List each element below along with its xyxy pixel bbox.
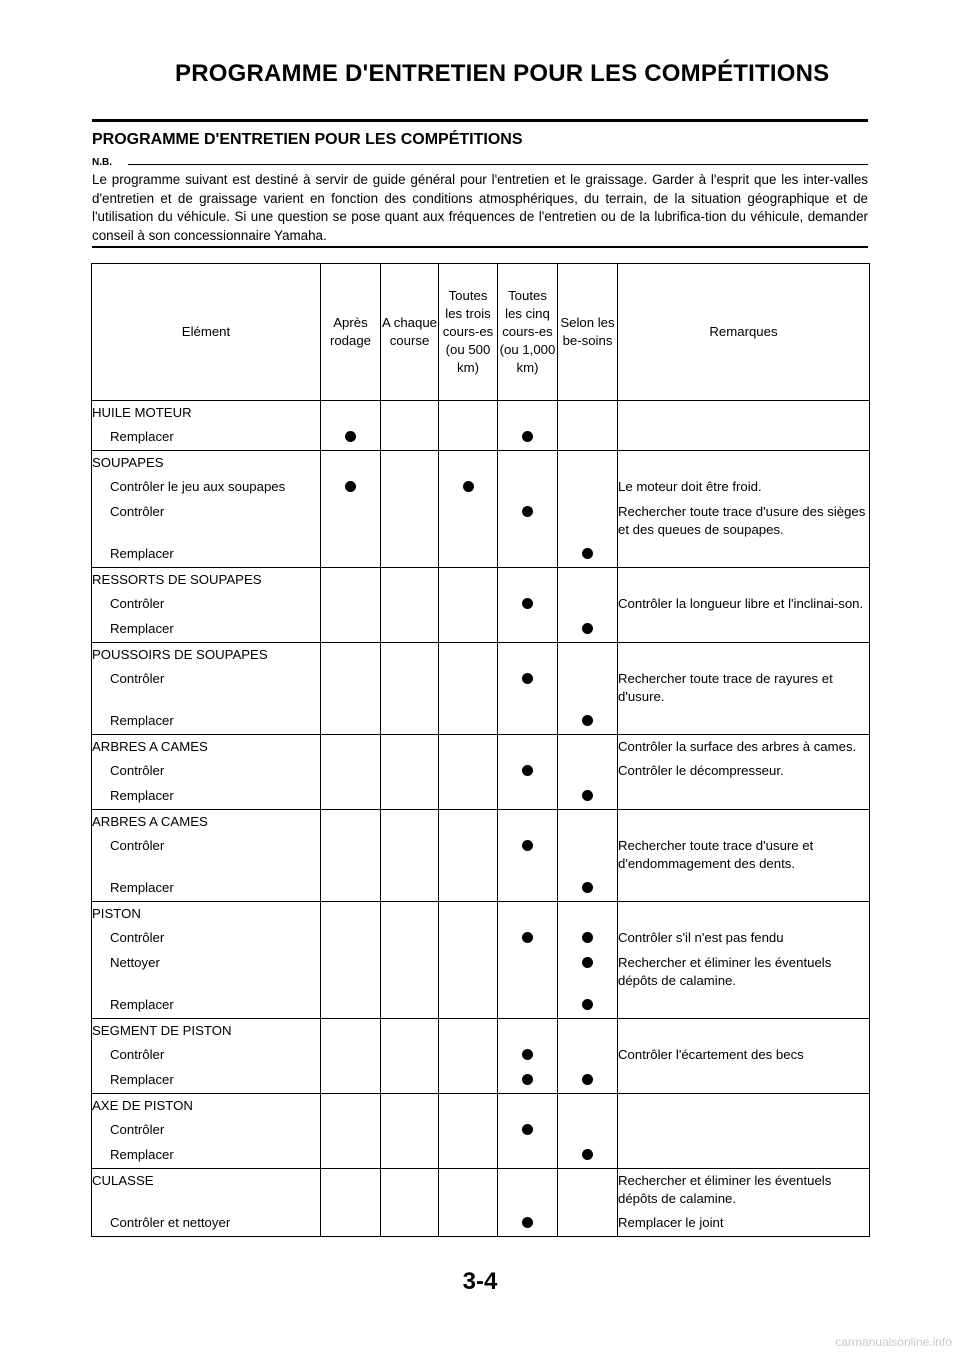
empty-cell (381, 735, 439, 760)
mark-trois-courses (439, 709, 498, 735)
table-group-row (92, 735, 870, 760)
empty-cell (381, 810, 439, 835)
row-remark: Remplacer le joint (618, 1211, 870, 1237)
bullet-icon (582, 999, 593, 1010)
mark-cinq-courses (498, 993, 558, 1019)
bullet-icon (522, 932, 533, 943)
mark-selon-besoins (558, 993, 618, 1019)
mark-selon-besoins (558, 926, 618, 951)
table-row (92, 993, 870, 1019)
table-row (92, 617, 870, 643)
empty-cell (558, 1019, 618, 1044)
table-group-row (92, 1019, 870, 1044)
mark-selon-besoins (558, 759, 618, 784)
mark-apres-rodage (321, 993, 381, 1019)
empty-cell (439, 810, 498, 835)
mark-apres-rodage (321, 425, 381, 451)
section-title: PROGRAMME D'ENTRETIEN POUR LES COMPÉTITIONS (92, 131, 523, 148)
nb-rule (128, 164, 868, 165)
bullet-icon (522, 1049, 533, 1060)
empty-cell (381, 401, 439, 426)
empty-cell (558, 401, 618, 426)
row-remark: Contrôler la longueur libre et l'inclinai-son. (618, 592, 870, 617)
group-name: PISTON (92, 902, 321, 927)
page-title: PROGRAMME D'ENTRETIEN POUR LES COMPÉTITIONS (175, 60, 830, 87)
mark-chaque-course (381, 784, 439, 810)
mark-trois-courses (439, 1211, 498, 1237)
header-trois-courses: Toutes les trois cours-es (ou 500 km) (439, 264, 498, 401)
table-group-row (92, 1169, 870, 1212)
mark-trois-courses (439, 667, 498, 709)
empty-cell (321, 1094, 381, 1119)
row-label: Remplacer (92, 617, 321, 643)
row-remark: Contrôler s'il n'est pas fendu (618, 926, 870, 951)
bullet-icon (582, 1074, 593, 1085)
mark-selon-besoins (558, 592, 618, 617)
row-label: Contrôler le jeu aux soupapes (92, 475, 321, 500)
watermark: carmanualsonline.info (835, 1335, 952, 1349)
empty-cell (498, 1019, 558, 1044)
row-label: Contrôler et nettoyer (92, 1211, 321, 1237)
row-remark (618, 542, 870, 568)
table-row (92, 500, 870, 542)
nb-label: N.B. (92, 157, 112, 168)
group-remark (618, 568, 870, 593)
table-row (92, 1143, 870, 1169)
mark-cinq-courses (498, 1068, 558, 1094)
group-name: SOUPAPES (92, 451, 321, 476)
row-label: Remplacer (92, 709, 321, 735)
mark-cinq-courses (498, 500, 558, 542)
mark-selon-besoins (558, 542, 618, 568)
empty-cell (498, 643, 558, 668)
mark-selon-besoins (558, 667, 618, 709)
mark-selon-besoins (558, 1211, 618, 1237)
empty-cell (321, 810, 381, 835)
mark-cinq-courses (498, 592, 558, 617)
page-number: 3-4 (462, 1268, 498, 1295)
mark-apres-rodage (321, 475, 381, 500)
table-row (92, 834, 870, 876)
mark-selon-besoins (558, 951, 618, 993)
row-label: Contrôler (92, 500, 321, 542)
mark-trois-courses (439, 784, 498, 810)
mark-cinq-courses (498, 1043, 558, 1068)
table-row (92, 1118, 870, 1143)
empty-cell (321, 902, 381, 927)
empty-cell (321, 643, 381, 668)
bullet-icon (522, 598, 533, 609)
mark-trois-courses (439, 1043, 498, 1068)
mark-cinq-courses (498, 1143, 558, 1169)
empty-cell (558, 735, 618, 760)
mark-chaque-course (381, 667, 439, 709)
row-label: Contrôler (92, 926, 321, 951)
table-row (92, 926, 870, 951)
mark-apres-rodage (321, 876, 381, 902)
row-label: Remplacer (92, 993, 321, 1019)
empty-cell (381, 451, 439, 476)
mark-trois-courses (439, 1118, 498, 1143)
row-remark: Le moteur doit être froid. (618, 475, 870, 500)
empty-cell (321, 1169, 381, 1212)
row-remark (618, 709, 870, 735)
empty-cell (498, 810, 558, 835)
row-label: Remplacer (92, 1143, 321, 1169)
row-label: Remplacer (92, 784, 321, 810)
bullet-icon (582, 790, 593, 801)
mark-trois-courses (439, 993, 498, 1019)
mark-trois-courses (439, 926, 498, 951)
row-label: Contrôler (92, 1043, 321, 1068)
empty-cell (558, 1094, 618, 1119)
mark-trois-courses (439, 500, 498, 542)
mark-selon-besoins (558, 475, 618, 500)
mark-apres-rodage (321, 926, 381, 951)
group-name: AXE DE PISTON (92, 1094, 321, 1119)
mark-chaque-course (381, 709, 439, 735)
mark-cinq-courses (498, 667, 558, 709)
row-label: Remplacer (92, 425, 321, 451)
maintenance-table (91, 263, 870, 1237)
empty-cell (439, 451, 498, 476)
group-remark (618, 810, 870, 835)
header-rule (92, 119, 868, 122)
table-group-row (92, 810, 870, 835)
table-row (92, 1068, 870, 1094)
mark-trois-courses (439, 876, 498, 902)
table-body (92, 401, 870, 1237)
header-apres-rodage: Après rodage (321, 264, 381, 401)
table-row (92, 876, 870, 902)
mark-apres-rodage (321, 1118, 381, 1143)
nb-bottom-rule (92, 246, 868, 248)
row-label: Nettoyer (92, 951, 321, 993)
empty-cell (439, 643, 498, 668)
mark-chaque-course (381, 542, 439, 568)
mark-selon-besoins (558, 1043, 618, 1068)
row-remark (618, 425, 870, 451)
group-name: HUILE MOTEUR (92, 401, 321, 426)
mark-cinq-courses (498, 951, 558, 993)
mark-trois-courses (439, 834, 498, 876)
empty-cell (439, 568, 498, 593)
mark-chaque-course (381, 500, 439, 542)
bullet-icon (522, 840, 533, 851)
mark-chaque-course (381, 1043, 439, 1068)
empty-cell (381, 568, 439, 593)
header-element: Elément (92, 264, 321, 401)
empty-cell (498, 401, 558, 426)
group-name: ARBRES A CAMES (92, 810, 321, 835)
mark-trois-courses (439, 951, 498, 993)
mark-apres-rodage (321, 1143, 381, 1169)
mark-apres-rodage (321, 500, 381, 542)
group-remark (618, 1094, 870, 1119)
bullet-icon (522, 431, 533, 442)
row-remark (618, 1143, 870, 1169)
mark-chaque-course (381, 617, 439, 643)
header-cinq-courses: Toutes les cinq cours-es (ou 1,000 km) (498, 264, 558, 401)
mark-trois-courses (439, 542, 498, 568)
mark-apres-rodage (321, 1043, 381, 1068)
mark-chaque-course (381, 592, 439, 617)
mark-trois-courses (439, 1143, 498, 1169)
row-remark (618, 876, 870, 902)
mark-chaque-course (381, 1118, 439, 1143)
empty-cell (321, 1019, 381, 1044)
mark-selon-besoins (558, 500, 618, 542)
row-remark: Rechercher et éliminer les éventuels dépôts de calamine. (618, 951, 870, 993)
mark-apres-rodage (321, 1068, 381, 1094)
mark-cinq-courses (498, 617, 558, 643)
mark-chaque-course (381, 834, 439, 876)
row-label: Remplacer (92, 542, 321, 568)
table-group-row (92, 401, 870, 426)
table-group-row (92, 643, 870, 668)
bullet-icon (582, 715, 593, 726)
row-remark: Rechercher toute trace d'usure et d'endommagement des dents. (618, 834, 870, 876)
empty-cell (439, 1094, 498, 1119)
mark-selon-besoins (558, 617, 618, 643)
mark-cinq-courses (498, 475, 558, 500)
empty-cell (558, 451, 618, 476)
row-remark: Contrôler l'écartement des becs (618, 1043, 870, 1068)
mark-apres-rodage (321, 592, 381, 617)
empty-cell (321, 568, 381, 593)
bullet-icon (582, 548, 593, 559)
bullet-icon (345, 481, 356, 492)
group-name: SEGMENT DE PISTON (92, 1019, 321, 1044)
mark-cinq-courses (498, 1118, 558, 1143)
empty-cell (498, 1094, 558, 1119)
table-row (92, 709, 870, 735)
header-chaque-course: A chaque course (381, 264, 439, 401)
mark-trois-courses (439, 1068, 498, 1094)
empty-cell (498, 1169, 558, 1212)
empty-cell (439, 401, 498, 426)
mark-chaque-course (381, 1143, 439, 1169)
bullet-icon (582, 882, 593, 893)
empty-cell (558, 568, 618, 593)
mark-trois-courses (439, 617, 498, 643)
table-header-row (92, 264, 870, 401)
empty-cell (381, 1169, 439, 1212)
table-row (92, 475, 870, 500)
row-remark (618, 617, 870, 643)
row-remark (618, 993, 870, 1019)
mark-chaque-course (381, 425, 439, 451)
mark-apres-rodage (321, 542, 381, 568)
empty-cell (381, 1019, 439, 1044)
mark-chaque-course (381, 1068, 439, 1094)
empty-cell (498, 902, 558, 927)
group-name: CULASSE (92, 1169, 321, 1212)
bullet-icon (522, 1124, 533, 1135)
mark-cinq-courses (498, 926, 558, 951)
row-remark (618, 784, 870, 810)
mark-chaque-course (381, 1211, 439, 1237)
empty-cell (498, 735, 558, 760)
empty-cell (439, 735, 498, 760)
empty-cell (321, 401, 381, 426)
mark-cinq-courses (498, 834, 558, 876)
mark-selon-besoins (558, 876, 618, 902)
empty-cell (439, 1019, 498, 1044)
mark-selon-besoins (558, 425, 618, 451)
empty-cell (558, 810, 618, 835)
group-name: ARBRES A CAMES (92, 735, 321, 760)
bullet-icon (582, 1149, 593, 1160)
bullet-icon (522, 765, 533, 776)
table-group-row (92, 451, 870, 476)
mark-apres-rodage (321, 667, 381, 709)
bullet-icon (522, 673, 533, 684)
mark-chaque-course (381, 951, 439, 993)
mark-selon-besoins (558, 709, 618, 735)
mark-apres-rodage (321, 834, 381, 876)
table-row (92, 667, 870, 709)
mark-trois-courses (439, 759, 498, 784)
empty-cell (498, 568, 558, 593)
table-row (92, 951, 870, 993)
row-remark: Rechercher toute trace d'usure des sièges et des queues de soupapes. (618, 500, 870, 542)
bullet-icon (522, 506, 533, 517)
row-label: Contrôler (92, 1118, 321, 1143)
mark-apres-rodage (321, 709, 381, 735)
table-row (92, 425, 870, 451)
group-remark (618, 1019, 870, 1044)
mark-trois-courses (439, 475, 498, 500)
table-group-row (92, 1094, 870, 1119)
table-row (92, 784, 870, 810)
table-group-row (92, 902, 870, 927)
table-row (92, 542, 870, 568)
empty-cell (558, 1169, 618, 1212)
mark-cinq-courses (498, 759, 558, 784)
mark-cinq-courses (498, 709, 558, 735)
mark-selon-besoins (558, 1068, 618, 1094)
bullet-icon (522, 1217, 533, 1228)
group-remark (618, 401, 870, 426)
empty-cell (381, 1094, 439, 1119)
row-label: Contrôler (92, 592, 321, 617)
mark-cinq-courses (498, 425, 558, 451)
mark-apres-rodage (321, 617, 381, 643)
row-label: Remplacer (92, 1068, 321, 1094)
mark-chaque-course (381, 876, 439, 902)
row-label: Contrôler (92, 667, 321, 709)
empty-cell (381, 902, 439, 927)
group-remark: Rechercher et éliminer les éventuels dépôts de calamine. (618, 1169, 870, 1212)
mark-chaque-course (381, 759, 439, 784)
group-remark (618, 643, 870, 668)
header-selon-besoins: Selon les be-soins (558, 264, 618, 401)
empty-cell (321, 735, 381, 760)
group-remark: Contrôler la surface des arbres à cames. (618, 735, 870, 760)
table-row (92, 1211, 870, 1237)
header-remarques: Remarques (618, 264, 870, 401)
mark-chaque-course (381, 926, 439, 951)
group-name: RESSORTS DE SOUPAPES (92, 568, 321, 593)
row-remark (618, 1068, 870, 1094)
mark-selon-besoins (558, 1143, 618, 1169)
mark-chaque-course (381, 993, 439, 1019)
bullet-icon (463, 481, 474, 492)
row-label: Contrôler (92, 759, 321, 784)
table-row (92, 1043, 870, 1068)
mark-selon-besoins (558, 834, 618, 876)
group-name: POUSSOIRS DE SOUPAPES (92, 643, 321, 668)
mark-cinq-courses (498, 1211, 558, 1237)
mark-cinq-courses (498, 784, 558, 810)
table-row (92, 759, 870, 784)
mark-selon-besoins (558, 1118, 618, 1143)
row-remark: Rechercher toute trace de rayures et d'usure. (618, 667, 870, 709)
mark-trois-courses (439, 592, 498, 617)
nb-text: Le programme suivant est destiné à servir de guide général pour l'entretien et le graissage. Garder à l'esprit que les inter-valles d'entretien et de graissage varient en fonction des conditions atmosphériques, du terrain, de la situation géographique et de l'utilisation du véhicule. Si une question se pose quant aux fréquences de l'entretien ou de la lubrifica-tion du véhicule, demander conseil à son concessionnaire Yamaha. (92, 172, 868, 243)
mark-apres-rodage (321, 951, 381, 993)
bullet-icon (345, 431, 356, 442)
empty-cell (439, 1169, 498, 1212)
bullet-icon (522, 1074, 533, 1085)
empty-cell (439, 902, 498, 927)
mark-trois-courses (439, 425, 498, 451)
mark-apres-rodage (321, 784, 381, 810)
empty-cell (321, 451, 381, 476)
table-row (92, 592, 870, 617)
bullet-icon (582, 957, 593, 968)
mark-cinq-courses (498, 542, 558, 568)
mark-apres-rodage (321, 1211, 381, 1237)
empty-cell (558, 902, 618, 927)
mark-chaque-course (381, 475, 439, 500)
bullet-icon (582, 623, 593, 634)
empty-cell (558, 643, 618, 668)
mark-cinq-courses (498, 876, 558, 902)
mark-apres-rodage (321, 759, 381, 784)
mark-selon-besoins (558, 784, 618, 810)
group-remark (618, 902, 870, 927)
bullet-icon (582, 932, 593, 943)
row-label: Contrôler (92, 834, 321, 876)
row-remark: Contrôler le décompresseur. (618, 759, 870, 784)
group-remark (618, 451, 870, 476)
empty-cell (381, 643, 439, 668)
row-label: Remplacer (92, 876, 321, 902)
empty-cell (498, 451, 558, 476)
row-remark (618, 1118, 870, 1143)
table-group-row (92, 568, 870, 593)
